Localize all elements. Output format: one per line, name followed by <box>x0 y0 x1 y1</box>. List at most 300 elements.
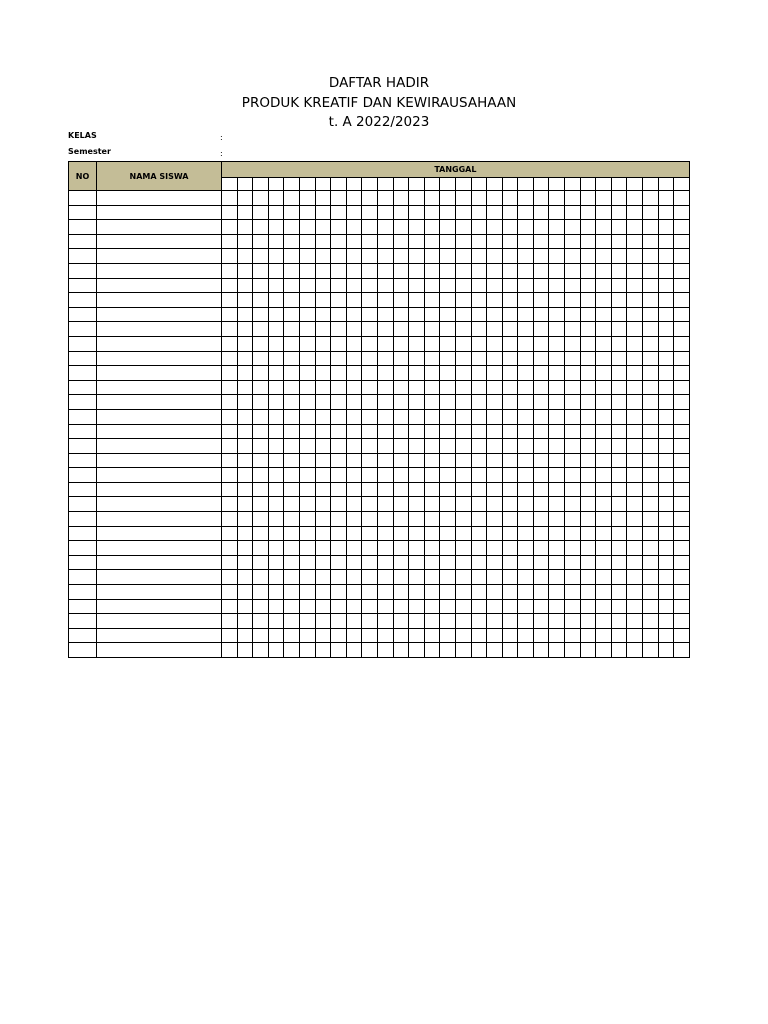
attendance-cell[interactable] <box>424 380 440 395</box>
attendance-cell[interactable] <box>222 366 238 381</box>
attendance-cell[interactable] <box>299 424 315 439</box>
attendance-cell[interactable] <box>518 453 534 468</box>
attendance-cell[interactable] <box>346 366 362 381</box>
attendance-cell[interactable] <box>549 366 565 381</box>
attendance-cell[interactable] <box>268 628 284 643</box>
attendance-cell[interactable] <box>377 570 393 585</box>
attendance-cell[interactable] <box>222 278 238 293</box>
attendance-cell[interactable] <box>362 336 378 351</box>
attendance-cell[interactable] <box>549 234 565 249</box>
attendance-cell[interactable] <box>393 555 409 570</box>
attendance-cell[interactable] <box>409 643 425 658</box>
attendance-cell[interactable] <box>253 570 269 585</box>
attendance-cell[interactable] <box>299 628 315 643</box>
row-name-cell[interactable] <box>97 366 222 381</box>
attendance-cell[interactable] <box>455 366 471 381</box>
row-name-cell[interactable] <box>97 322 222 337</box>
attendance-cell[interactable] <box>565 366 581 381</box>
attendance-cell[interactable] <box>393 497 409 512</box>
attendance-cell[interactable] <box>611 468 627 483</box>
attendance-cell[interactable] <box>377 482 393 497</box>
attendance-cell[interactable] <box>268 599 284 614</box>
attendance-cell[interactable] <box>502 599 518 614</box>
attendance-cell[interactable] <box>487 599 503 614</box>
attendance-cell[interactable] <box>502 249 518 264</box>
attendance-cell[interactable] <box>268 424 284 439</box>
attendance-cell[interactable] <box>237 191 253 206</box>
attendance-cell[interactable] <box>409 380 425 395</box>
attendance-cell[interactable] <box>253 424 269 439</box>
attendance-cell[interactable] <box>377 249 393 264</box>
attendance-cell[interactable] <box>580 497 596 512</box>
attendance-cell[interactable] <box>424 482 440 497</box>
attendance-cell[interactable] <box>440 439 456 454</box>
attendance-cell[interactable] <box>440 555 456 570</box>
attendance-cell[interactable] <box>393 307 409 322</box>
attendance-cell[interactable] <box>565 220 581 235</box>
attendance-cell[interactable] <box>596 439 612 454</box>
attendance-cell[interactable] <box>487 351 503 366</box>
attendance-cell[interactable] <box>331 585 347 600</box>
attendance-cell[interactable] <box>362 468 378 483</box>
attendance-cell[interactable] <box>643 249 659 264</box>
attendance-cell[interactable] <box>611 424 627 439</box>
attendance-cell[interactable] <box>299 220 315 235</box>
attendance-cell[interactable] <box>502 322 518 337</box>
row-name-cell[interactable] <box>97 643 222 658</box>
attendance-cell[interactable] <box>440 205 456 220</box>
attendance-cell[interactable] <box>284 380 300 395</box>
attendance-cell[interactable] <box>674 628 690 643</box>
attendance-cell[interactable] <box>455 526 471 541</box>
attendance-cell[interactable] <box>596 220 612 235</box>
attendance-cell[interactable] <box>658 526 674 541</box>
attendance-cell[interactable] <box>362 541 378 556</box>
attendance-cell[interactable] <box>284 482 300 497</box>
attendance-cell[interactable] <box>455 599 471 614</box>
attendance-cell[interactable] <box>471 482 487 497</box>
attendance-cell[interactable] <box>643 220 659 235</box>
row-name-cell[interactable] <box>97 555 222 570</box>
attendance-cell[interactable] <box>424 541 440 556</box>
attendance-cell[interactable] <box>424 614 440 629</box>
attendance-cell[interactable] <box>471 424 487 439</box>
attendance-cell[interactable] <box>377 409 393 424</box>
attendance-cell[interactable] <box>237 628 253 643</box>
attendance-cell[interactable] <box>502 497 518 512</box>
attendance-cell[interactable] <box>518 336 534 351</box>
attendance-cell[interactable] <box>471 395 487 410</box>
attendance-cell[interactable] <box>487 380 503 395</box>
attendance-cell[interactable] <box>518 555 534 570</box>
row-no-cell[interactable] <box>69 351 97 366</box>
attendance-cell[interactable] <box>299 234 315 249</box>
attendance-cell[interactable] <box>315 482 331 497</box>
attendance-cell[interactable] <box>533 424 549 439</box>
attendance-cell[interactable] <box>674 263 690 278</box>
attendance-cell[interactable] <box>471 336 487 351</box>
attendance-cell[interactable] <box>424 409 440 424</box>
attendance-cell[interactable] <box>315 278 331 293</box>
row-no-cell[interactable] <box>69 293 97 308</box>
attendance-cell[interactable] <box>674 614 690 629</box>
attendance-cell[interactable] <box>409 424 425 439</box>
attendance-cell[interactable] <box>533 570 549 585</box>
attendance-cell[interactable] <box>580 512 596 527</box>
attendance-cell[interactable] <box>253 468 269 483</box>
attendance-cell[interactable] <box>627 205 643 220</box>
attendance-cell[interactable] <box>674 351 690 366</box>
attendance-cell[interactable] <box>487 322 503 337</box>
attendance-cell[interactable] <box>627 336 643 351</box>
row-name-cell[interactable] <box>97 453 222 468</box>
attendance-cell[interactable] <box>549 293 565 308</box>
attendance-cell[interactable] <box>518 439 534 454</box>
attendance-cell[interactable] <box>533 220 549 235</box>
attendance-cell[interactable] <box>487 439 503 454</box>
attendance-cell[interactable] <box>253 234 269 249</box>
attendance-cell[interactable] <box>424 453 440 468</box>
attendance-cell[interactable] <box>487 468 503 483</box>
attendance-cell[interactable] <box>565 570 581 585</box>
attendance-cell[interactable] <box>253 453 269 468</box>
attendance-cell[interactable] <box>346 497 362 512</box>
attendance-cell[interactable] <box>424 263 440 278</box>
attendance-cell[interactable] <box>518 380 534 395</box>
attendance-cell[interactable] <box>331 307 347 322</box>
attendance-cell[interactable] <box>440 453 456 468</box>
attendance-cell[interactable] <box>549 278 565 293</box>
attendance-cell[interactable] <box>222 570 238 585</box>
attendance-cell[interactable] <box>315 380 331 395</box>
attendance-cell[interactable] <box>237 526 253 541</box>
attendance-cell[interactable] <box>518 366 534 381</box>
attendance-cell[interactable] <box>487 512 503 527</box>
attendance-cell[interactable] <box>362 234 378 249</box>
attendance-cell[interactable] <box>565 191 581 206</box>
attendance-cell[interactable] <box>455 424 471 439</box>
attendance-cell[interactable] <box>565 599 581 614</box>
attendance-cell[interactable] <box>565 512 581 527</box>
attendance-cell[interactable] <box>627 643 643 658</box>
attendance-cell[interactable] <box>674 555 690 570</box>
row-no-cell[interactable] <box>69 424 97 439</box>
attendance-cell[interactable] <box>222 497 238 512</box>
row-name-cell[interactable] <box>97 628 222 643</box>
attendance-cell[interactable] <box>643 439 659 454</box>
attendance-cell[interactable] <box>284 643 300 658</box>
attendance-cell[interactable] <box>565 293 581 308</box>
attendance-cell[interactable] <box>299 293 315 308</box>
attendance-cell[interactable] <box>611 366 627 381</box>
attendance-cell[interactable] <box>409 220 425 235</box>
attendance-cell[interactable] <box>424 307 440 322</box>
attendance-cell[interactable] <box>409 468 425 483</box>
attendance-cell[interactable] <box>658 380 674 395</box>
attendance-cell[interactable] <box>237 234 253 249</box>
attendance-cell[interactable] <box>284 220 300 235</box>
attendance-cell[interactable] <box>580 366 596 381</box>
attendance-cell[interactable] <box>284 439 300 454</box>
attendance-cell[interactable] <box>315 453 331 468</box>
attendance-cell[interactable] <box>237 439 253 454</box>
attendance-cell[interactable] <box>455 570 471 585</box>
attendance-cell[interactable] <box>424 555 440 570</box>
attendance-cell[interactable] <box>409 263 425 278</box>
attendance-cell[interactable] <box>299 205 315 220</box>
attendance-cell[interactable] <box>268 512 284 527</box>
attendance-cell[interactable] <box>674 220 690 235</box>
row-name-cell[interactable] <box>97 468 222 483</box>
attendance-cell[interactable] <box>471 380 487 395</box>
attendance-cell[interactable] <box>549 585 565 600</box>
attendance-cell[interactable] <box>331 614 347 629</box>
attendance-cell[interactable] <box>331 555 347 570</box>
attendance-cell[interactable] <box>674 293 690 308</box>
attendance-cell[interactable] <box>284 628 300 643</box>
attendance-cell[interactable] <box>518 497 534 512</box>
row-no-cell[interactable] <box>69 482 97 497</box>
attendance-cell[interactable] <box>533 278 549 293</box>
attendance-cell[interactable] <box>315 526 331 541</box>
attendance-cell[interactable] <box>222 293 238 308</box>
attendance-cell[interactable] <box>502 468 518 483</box>
attendance-cell[interactable] <box>455 395 471 410</box>
attendance-cell[interactable] <box>331 541 347 556</box>
attendance-cell[interactable] <box>627 541 643 556</box>
attendance-cell[interactable] <box>440 220 456 235</box>
attendance-cell[interactable] <box>362 424 378 439</box>
attendance-cell[interactable] <box>393 366 409 381</box>
attendance-cell[interactable] <box>222 468 238 483</box>
attendance-cell[interactable] <box>424 293 440 308</box>
attendance-cell[interactable] <box>658 643 674 658</box>
attendance-cell[interactable] <box>596 234 612 249</box>
attendance-cell[interactable] <box>674 512 690 527</box>
attendance-cell[interactable] <box>409 249 425 264</box>
attendance-cell[interactable] <box>222 541 238 556</box>
attendance-cell[interactable] <box>658 482 674 497</box>
attendance-cell[interactable] <box>674 409 690 424</box>
row-name-cell[interactable] <box>97 336 222 351</box>
attendance-cell[interactable] <box>643 453 659 468</box>
row-no-cell[interactable] <box>69 322 97 337</box>
attendance-cell[interactable] <box>362 453 378 468</box>
attendance-cell[interactable] <box>674 234 690 249</box>
attendance-cell[interactable] <box>377 541 393 556</box>
attendance-cell[interactable] <box>596 322 612 337</box>
attendance-cell[interactable] <box>440 614 456 629</box>
attendance-cell[interactable] <box>268 336 284 351</box>
attendance-cell[interactable] <box>409 351 425 366</box>
attendance-cell[interactable] <box>580 278 596 293</box>
attendance-cell[interactable] <box>284 278 300 293</box>
row-no-cell[interactable] <box>69 599 97 614</box>
attendance-cell[interactable] <box>549 439 565 454</box>
attendance-cell[interactable] <box>268 468 284 483</box>
row-name-cell[interactable] <box>97 424 222 439</box>
attendance-cell[interactable] <box>393 380 409 395</box>
attendance-cell[interactable] <box>268 234 284 249</box>
attendance-cell[interactable] <box>502 512 518 527</box>
attendance-cell[interactable] <box>471 570 487 585</box>
attendance-cell[interactable] <box>315 336 331 351</box>
attendance-cell[interactable] <box>377 220 393 235</box>
row-no-cell[interactable] <box>69 307 97 322</box>
attendance-cell[interactable] <box>237 395 253 410</box>
attendance-cell[interactable] <box>409 409 425 424</box>
attendance-cell[interactable] <box>658 351 674 366</box>
attendance-cell[interactable] <box>331 512 347 527</box>
attendance-cell[interactable] <box>611 322 627 337</box>
attendance-cell[interactable] <box>533 380 549 395</box>
attendance-cell[interactable] <box>565 585 581 600</box>
attendance-cell[interactable] <box>299 278 315 293</box>
attendance-cell[interactable] <box>299 555 315 570</box>
attendance-cell[interactable] <box>674 205 690 220</box>
attendance-cell[interactable] <box>377 293 393 308</box>
attendance-cell[interactable] <box>346 395 362 410</box>
attendance-cell[interactable] <box>580 307 596 322</box>
attendance-cell[interactable] <box>643 512 659 527</box>
attendance-cell[interactable] <box>346 205 362 220</box>
attendance-cell[interactable] <box>409 439 425 454</box>
attendance-cell[interactable] <box>237 512 253 527</box>
attendance-cell[interactable] <box>440 585 456 600</box>
attendance-cell[interactable] <box>222 482 238 497</box>
attendance-cell[interactable] <box>237 541 253 556</box>
attendance-cell[interactable] <box>565 424 581 439</box>
attendance-cell[interactable] <box>502 482 518 497</box>
attendance-cell[interactable] <box>331 380 347 395</box>
attendance-cell[interactable] <box>424 351 440 366</box>
attendance-cell[interactable] <box>409 599 425 614</box>
attendance-cell[interactable] <box>299 351 315 366</box>
row-name-cell[interactable] <box>97 497 222 512</box>
attendance-cell[interactable] <box>533 585 549 600</box>
attendance-cell[interactable] <box>440 351 456 366</box>
attendance-cell[interactable] <box>596 380 612 395</box>
attendance-cell[interactable] <box>502 307 518 322</box>
attendance-cell[interactable] <box>346 468 362 483</box>
attendance-cell[interactable] <box>471 263 487 278</box>
attendance-cell[interactable] <box>580 351 596 366</box>
attendance-cell[interactable] <box>533 555 549 570</box>
attendance-cell[interactable] <box>611 293 627 308</box>
attendance-cell[interactable] <box>549 191 565 206</box>
attendance-cell[interactable] <box>424 643 440 658</box>
attendance-cell[interactable] <box>315 585 331 600</box>
attendance-cell[interactable] <box>471 366 487 381</box>
attendance-cell[interactable] <box>424 468 440 483</box>
attendance-cell[interactable] <box>565 453 581 468</box>
attendance-cell[interactable] <box>253 555 269 570</box>
attendance-cell[interactable] <box>424 585 440 600</box>
attendance-cell[interactable] <box>331 263 347 278</box>
attendance-cell[interactable] <box>268 249 284 264</box>
attendance-cell[interactable] <box>518 614 534 629</box>
attendance-cell[interactable] <box>455 380 471 395</box>
row-no-cell[interactable] <box>69 628 97 643</box>
attendance-cell[interactable] <box>299 453 315 468</box>
attendance-cell[interactable] <box>377 512 393 527</box>
attendance-cell[interactable] <box>331 468 347 483</box>
attendance-cell[interactable] <box>253 497 269 512</box>
attendance-cell[interactable] <box>471 643 487 658</box>
attendance-cell[interactable] <box>658 322 674 337</box>
attendance-cell[interactable] <box>471 628 487 643</box>
attendance-cell[interactable] <box>502 439 518 454</box>
attendance-cell[interactable] <box>440 307 456 322</box>
attendance-cell[interactable] <box>627 512 643 527</box>
attendance-cell[interactable] <box>362 249 378 264</box>
attendance-cell[interactable] <box>643 643 659 658</box>
attendance-cell[interactable] <box>487 526 503 541</box>
attendance-cell[interactable] <box>627 526 643 541</box>
attendance-cell[interactable] <box>627 614 643 629</box>
attendance-cell[interactable] <box>455 278 471 293</box>
attendance-cell[interactable] <box>331 366 347 381</box>
attendance-cell[interactable] <box>377 191 393 206</box>
attendance-cell[interactable] <box>533 482 549 497</box>
attendance-cell[interactable] <box>611 439 627 454</box>
attendance-cell[interactable] <box>268 439 284 454</box>
attendance-cell[interactable] <box>299 307 315 322</box>
attendance-cell[interactable] <box>440 628 456 643</box>
attendance-cell[interactable] <box>455 482 471 497</box>
attendance-cell[interactable] <box>674 336 690 351</box>
attendance-cell[interactable] <box>658 366 674 381</box>
attendance-cell[interactable] <box>596 614 612 629</box>
attendance-cell[interactable] <box>424 322 440 337</box>
attendance-cell[interactable] <box>299 249 315 264</box>
attendance-cell[interactable] <box>284 512 300 527</box>
attendance-cell[interactable] <box>471 526 487 541</box>
attendance-cell[interactable] <box>487 263 503 278</box>
attendance-cell[interactable] <box>315 570 331 585</box>
attendance-cell[interactable] <box>549 570 565 585</box>
attendance-cell[interactable] <box>237 585 253 600</box>
row-no-cell[interactable] <box>69 541 97 556</box>
attendance-cell[interactable] <box>346 191 362 206</box>
attendance-cell[interactable] <box>518 322 534 337</box>
attendance-cell[interactable] <box>253 307 269 322</box>
attendance-cell[interactable] <box>268 263 284 278</box>
row-no-cell[interactable] <box>69 614 97 629</box>
attendance-cell[interactable] <box>284 366 300 381</box>
attendance-cell[interactable] <box>346 336 362 351</box>
attendance-cell[interactable] <box>674 439 690 454</box>
attendance-cell[interactable] <box>377 336 393 351</box>
attendance-cell[interactable] <box>533 599 549 614</box>
attendance-cell[interactable] <box>393 409 409 424</box>
attendance-cell[interactable] <box>237 409 253 424</box>
attendance-cell[interactable] <box>299 512 315 527</box>
attendance-cell[interactable] <box>377 585 393 600</box>
attendance-cell[interactable] <box>377 234 393 249</box>
attendance-cell[interactable] <box>596 409 612 424</box>
attendance-cell[interactable] <box>643 307 659 322</box>
attendance-cell[interactable] <box>315 424 331 439</box>
attendance-cell[interactable] <box>502 191 518 206</box>
attendance-cell[interactable] <box>674 191 690 206</box>
attendance-cell[interactable] <box>596 336 612 351</box>
attendance-cell[interactable] <box>222 424 238 439</box>
row-name-cell[interactable] <box>97 585 222 600</box>
attendance-cell[interactable] <box>315 249 331 264</box>
attendance-cell[interactable] <box>424 424 440 439</box>
attendance-cell[interactable] <box>518 293 534 308</box>
